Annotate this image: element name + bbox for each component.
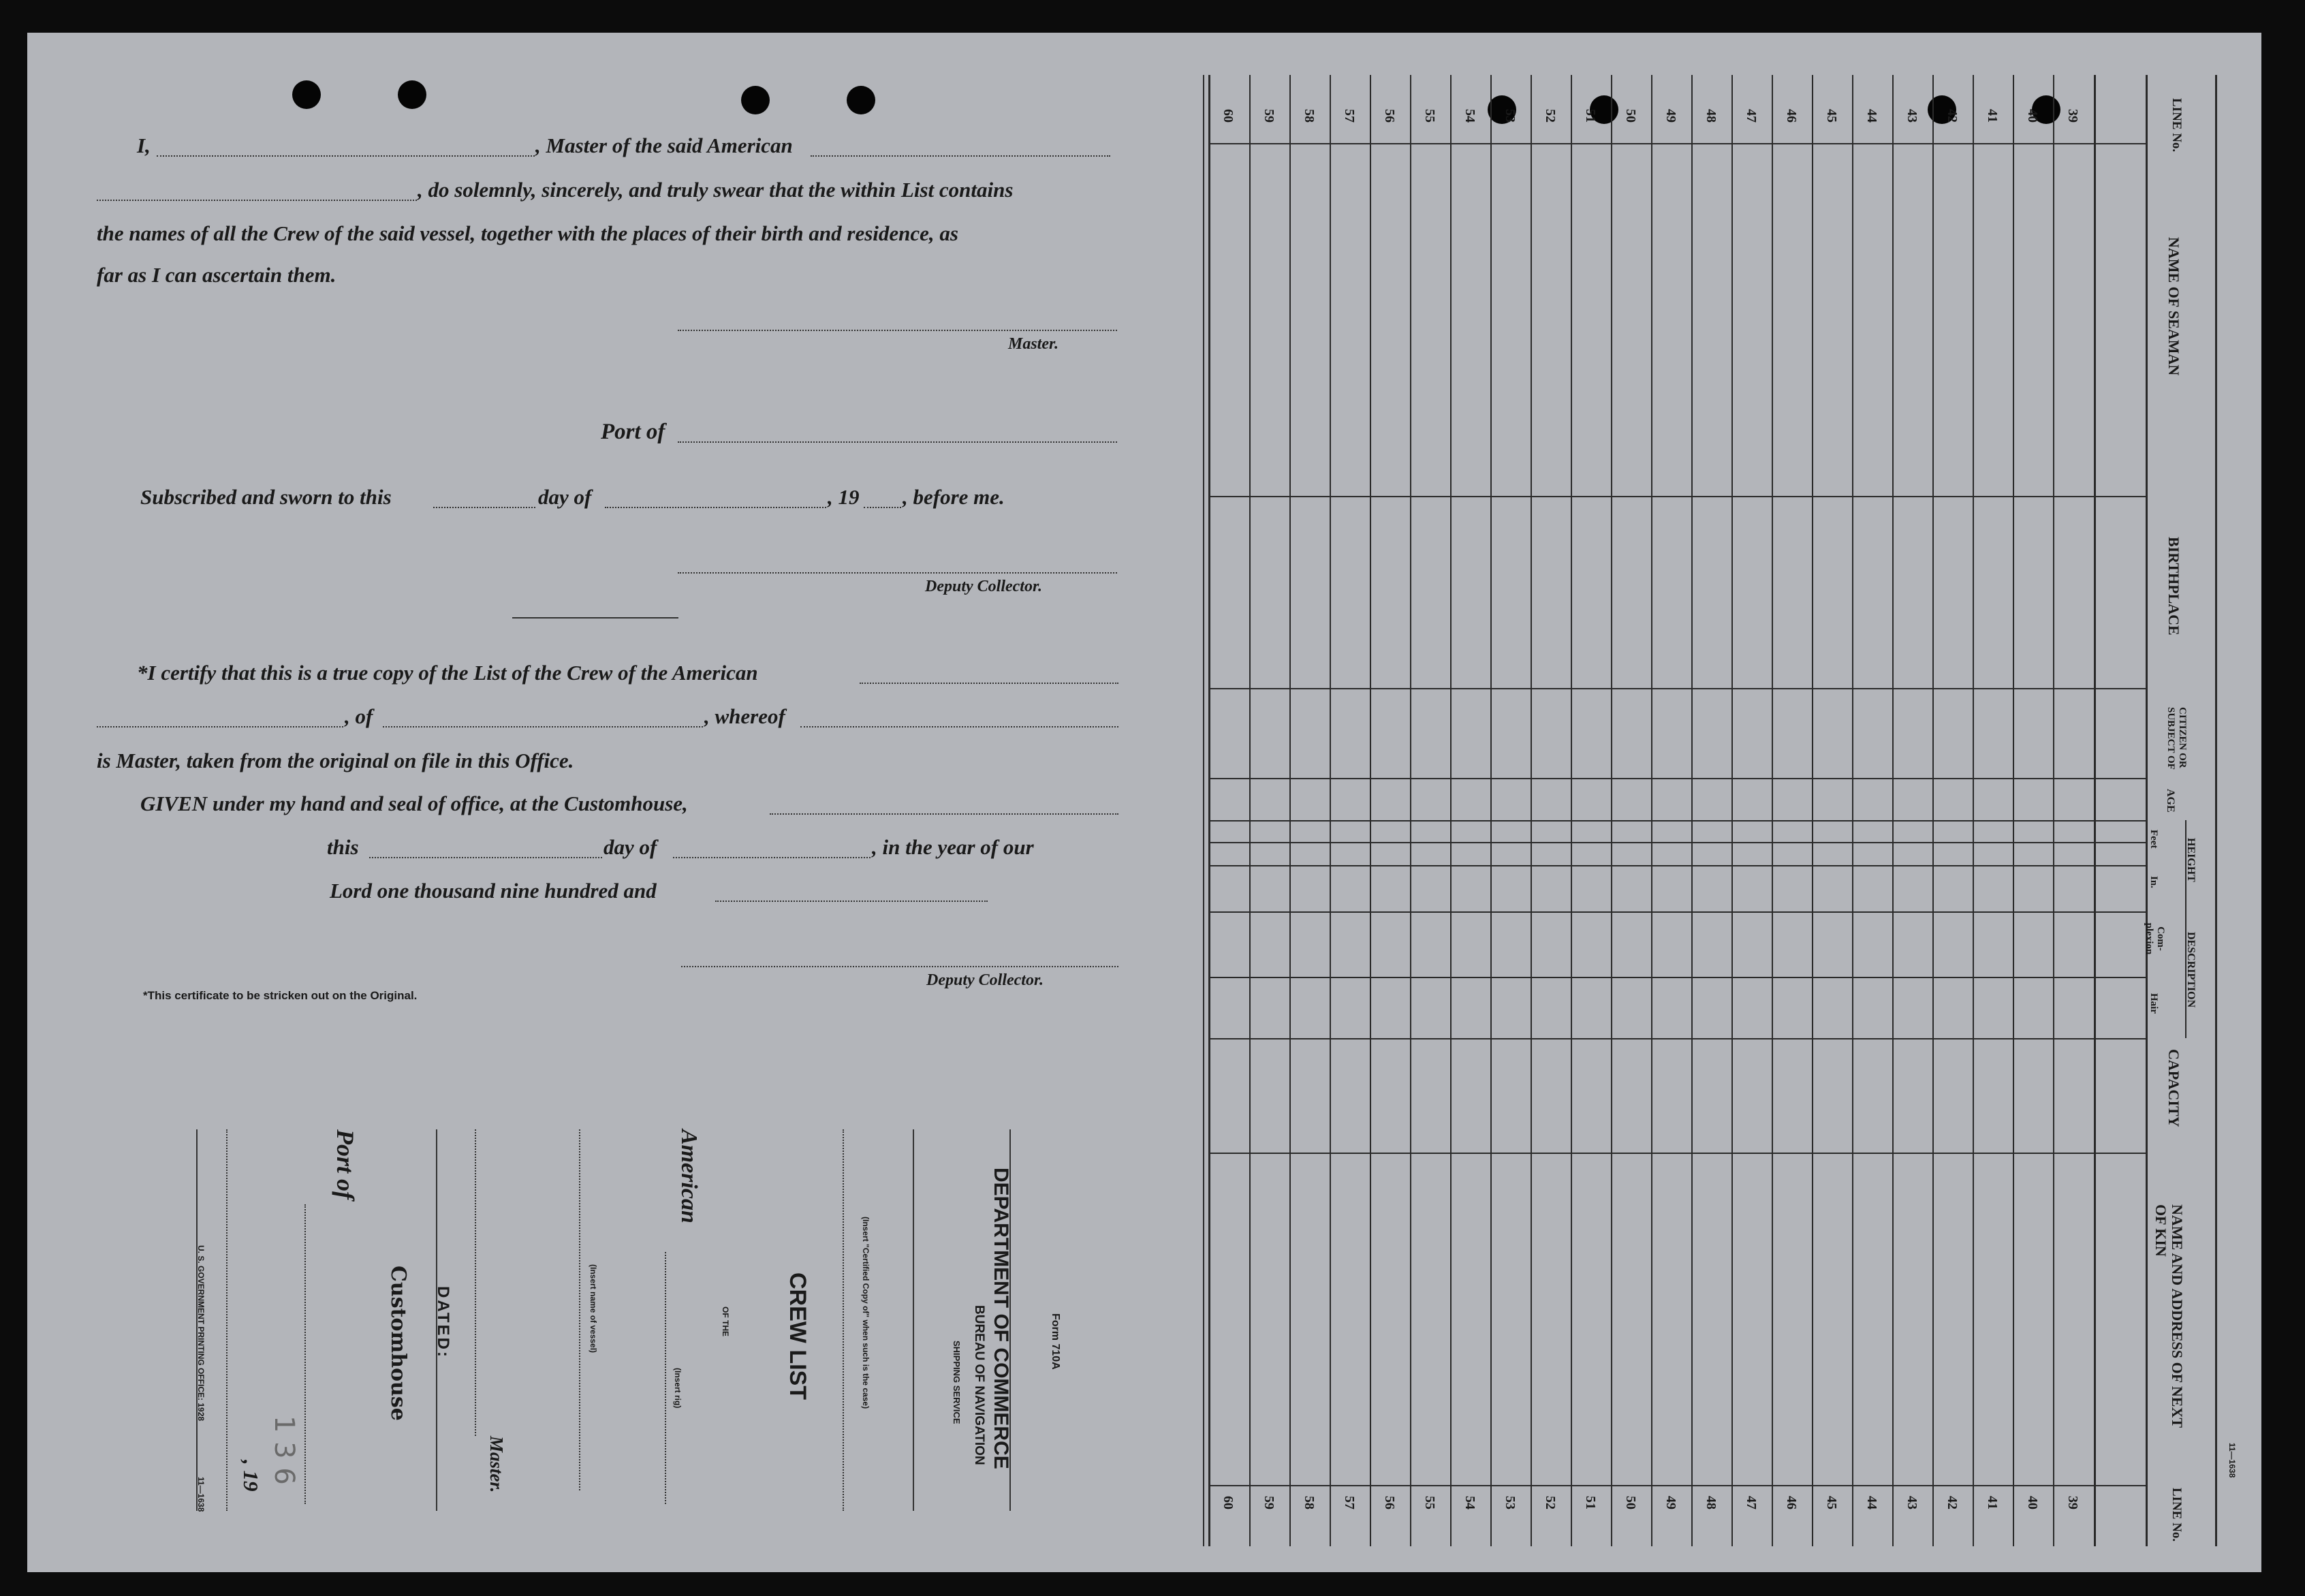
line-number: 56 <box>1382 109 1397 123</box>
line-number: 46 <box>1784 109 1799 123</box>
line-number: 39 <box>2065 1496 2080 1509</box>
port-of-label: Port of <box>601 420 665 444</box>
cover-customhouse: Customhouse <box>386 1266 410 1421</box>
table-column-rule <box>1249 75 1251 1546</box>
line-number: 41 <box>1985 1496 2000 1509</box>
table-row-rule <box>1208 911 2146 913</box>
table-code: 11—1638 <box>2227 1443 2237 1478</box>
cover-port-of: Port of <box>332 1129 359 1200</box>
line-number: 59 <box>1261 1496 1276 1509</box>
oath-i-prefix: I, <box>137 134 151 157</box>
lord-label: Lord one thousand nine hundred and <box>330 879 657 903</box>
header-line-no: LINE No. <box>2169 98 2184 153</box>
table-column-rule <box>1691 75 1693 1546</box>
table-row-rule <box>1208 143 2146 144</box>
port-field-line[interactable] <box>304 1204 306 1504</box>
line-number: 45 <box>1824 1496 1839 1509</box>
insert-rig-note: (Insert rig) <box>673 1368 683 1409</box>
department-label: DEPARTMENT OF COMMERCE <box>990 1168 1012 1469</box>
certify-of: , of <box>345 704 373 728</box>
table-column-rule <box>2053 75 2054 1546</box>
gpo-imprint: U. S. GOVERNMENT PRINTING OFFICE: 1928 <box>196 1245 206 1422</box>
table-column-rule <box>1531 75 1532 1546</box>
insert-vessel-note: (Insert name of vessel) <box>589 1264 598 1354</box>
line-number: 42 <box>1945 1496 1960 1509</box>
table-column-rule <box>2146 75 2148 1546</box>
table-column-rule <box>1410 75 1411 1546</box>
table-column-rule <box>1490 75 1492 1546</box>
is-master-label: is Master, taken from the original on file in this Office. <box>97 749 574 772</box>
certified-copy-line[interactable] <box>843 1129 844 1511</box>
deputy-collector-signature-field[interactable] <box>678 572 1117 574</box>
punch-hole <box>292 80 321 109</box>
rig-field-line[interactable] <box>665 1252 666 1504</box>
line-number: 57 <box>1342 1496 1357 1509</box>
header-capacity: CAPACITY <box>2165 1049 2182 1127</box>
table-row-rule <box>1208 842 2146 843</box>
subscribed-year-prefix: , 19 <box>828 485 860 509</box>
subscribed-day-of: day of <box>538 485 592 509</box>
table-column-rule <box>1852 75 1853 1546</box>
table-column-rule <box>1611 75 1612 1546</box>
table-row-rule <box>1208 820 2146 822</box>
of-the-label: OF THE <box>721 1306 730 1336</box>
oath-solemnly: , do solemnly, sincerely, and truly swear that the within List contains <box>418 178 1014 202</box>
table-column-rule <box>1203 75 1204 1546</box>
bureau-label: BUREAU OF NAVIGATION <box>972 1305 986 1465</box>
table-row-rule <box>1208 778 2146 779</box>
line-number: 46 <box>1784 1496 1799 1509</box>
line-number: 59 <box>1261 109 1276 123</box>
table-column-rule <box>1932 75 1934 1546</box>
line-number: 51 <box>1583 1496 1598 1509</box>
header-description: DESCRIPTION <box>2185 932 2197 1008</box>
cover-field-line[interactable] <box>226 1129 228 1511</box>
cover-year: , 19 <box>239 1460 263 1492</box>
cover-dated: DATED: <box>434 1286 452 1359</box>
certify-deputy-signature-field[interactable] <box>681 966 1118 967</box>
line-number: 44 <box>1864 1496 1879 1509</box>
line-number: 48 <box>1704 1496 1719 1509</box>
punch-hole <box>741 86 770 114</box>
line-number: 49 <box>1663 1496 1678 1509</box>
section-divider <box>512 617 678 619</box>
line-number: 55 <box>1422 1496 1437 1509</box>
master-signature-label: Master. <box>1008 335 1059 353</box>
footer-line-no: LINE No. <box>2169 1488 2184 1542</box>
line-number: 53 <box>1503 1496 1518 1509</box>
master-field-line[interactable] <box>475 1129 476 1436</box>
line-number: 52 <box>1543 109 1558 123</box>
table-row-rule <box>1208 865 2146 866</box>
table-column-rule <box>1973 75 1974 1546</box>
table-column-rule <box>1289 75 1291 1546</box>
header-complexion: Com-plexion <box>2144 922 2166 955</box>
header-age: AGE <box>2165 789 2176 813</box>
line-number: 53 <box>1503 109 1518 123</box>
cover-american: American <box>676 1129 702 1223</box>
crew-list-title: CREW LIST <box>785 1272 811 1400</box>
line-number: 43 <box>1904 109 1919 123</box>
line-number: 42 <box>1945 109 1960 123</box>
certify-vessel-field[interactable] <box>860 683 1118 684</box>
this-label: this <box>327 835 359 859</box>
table-column-rule <box>1892 75 1894 1546</box>
header-citizen-or-subject: CITIZEN OR SUBJECT OF <box>2165 707 2188 770</box>
cover-code: 11—1638 <box>196 1477 206 1512</box>
certify-day-field[interactable] <box>369 857 602 858</box>
table-column-rule <box>2215 75 2217 1546</box>
oath-master-of: , Master of the said American <box>535 134 793 157</box>
before-me-label: , before me. <box>903 485 1005 509</box>
line-number: 48 <box>1704 109 1719 123</box>
oath-names-line: the names of all the Crew of the said vessel, together with the places of their birth and residence, as <box>97 221 958 245</box>
line-number: 43 <box>1904 1496 1919 1509</box>
line-number: 39 <box>2065 109 2080 123</box>
header-inches: In. <box>2148 876 2159 888</box>
line-number: 58 <box>1302 109 1317 123</box>
line-number: 41 <box>1985 109 2000 123</box>
table-column-rule <box>1450 75 1452 1546</box>
line-number: 60 <box>1221 1496 1236 1509</box>
certify-deputy-label: Deputy Collector. <box>926 971 1044 989</box>
header-birthplace: BIRTHPLACE <box>2165 537 2182 636</box>
vessel-name-line[interactable] <box>579 1129 580 1490</box>
subscribed-month-field[interactable] <box>605 507 826 508</box>
master-name-field[interactable] <box>157 155 535 157</box>
header-next-of-kin: NAME AND ADDRESS OF NEXT OF KIN <box>2152 1204 2186 1428</box>
header-name-of-seaman: NAME OF SEAMAN <box>2165 237 2182 376</box>
subscribed-year-field[interactable] <box>864 507 901 508</box>
header-height: HEIGHT <box>2185 838 2197 882</box>
line-number: 47 <box>1744 1496 1759 1509</box>
subscribed-day-field[interactable] <box>433 507 535 508</box>
table-column-rule <box>2094 75 2096 1546</box>
line-number: 40 <box>2025 1496 2040 1509</box>
table-column-rule <box>1571 75 1572 1546</box>
line-number: 45 <box>1824 109 1839 123</box>
certify-vessel-field-2[interactable] <box>97 726 343 727</box>
header-hair: Hair <box>2148 993 2159 1014</box>
certificate-footnote: *This certificate to be stricken out on the Original. <box>143 989 418 1002</box>
certify-whereof-field[interactable] <box>800 726 1118 727</box>
line-number: 50 <box>1623 1496 1638 1509</box>
subscribed-label: Subscribed and sworn to this <box>140 485 392 509</box>
cover-master: Master. <box>486 1436 507 1493</box>
cover-rule <box>913 1129 914 1511</box>
deputy-collector-label: Deputy Collector. <box>925 578 1042 595</box>
table-column-rule <box>1812 75 1813 1546</box>
handwritten-mark: 1 3 6 <box>268 1415 300 1485</box>
line-number: 58 <box>1302 1496 1317 1509</box>
line-number: 47 <box>1744 109 1759 123</box>
certify-month-field[interactable] <box>673 857 871 858</box>
header-feet: Feet <box>2148 830 2159 849</box>
table-column-rule <box>1772 75 1773 1546</box>
port-field[interactable] <box>678 441 1117 443</box>
certify-of-field[interactable] <box>383 726 703 727</box>
vessel-name-field[interactable] <box>811 155 1110 157</box>
line-number: 57 <box>1342 109 1357 123</box>
line-number: 56 <box>1382 1496 1397 1509</box>
certify-label: *I certify that this is a true copy of the List of the Crew of the American <box>137 661 758 685</box>
line-number: 54 <box>1462 1496 1477 1509</box>
table-column-rule <box>1651 75 1652 1546</box>
punch-hole <box>398 80 426 109</box>
table-row-rule <box>1208 1038 2146 1039</box>
line-number: 50 <box>1623 109 1638 123</box>
certify-day-of: day of <box>603 835 657 859</box>
table-row-rule <box>1208 977 2146 978</box>
certified-copy-note: (Insert "Certified Copy of" when such is the case) <box>861 1217 871 1409</box>
table-column-rule <box>1330 75 1331 1546</box>
table-row-rule <box>1208 1153 2146 1154</box>
line-number: 44 <box>1864 109 1879 123</box>
line-number: 51 <box>1583 109 1598 123</box>
customhouse-field[interactable] <box>770 813 1118 815</box>
table-column-rule <box>1208 75 1210 1546</box>
table-row-rule <box>1208 1485 2146 1486</box>
oath-far-as: far as I can ascertain them. <box>97 263 336 287</box>
vessel-name-field-2[interactable] <box>97 200 417 201</box>
punch-hole <box>847 86 875 114</box>
line-number: 54 <box>1462 109 1477 123</box>
in-the-year-label: , in the year of our <box>872 835 1034 859</box>
shipping-service-label: SHIPPING SERVICE <box>952 1341 962 1424</box>
line-number: 52 <box>1543 1496 1558 1509</box>
certify-whereof: , whereof <box>704 704 785 728</box>
table-column-rule <box>2013 75 2014 1546</box>
certify-year-field[interactable] <box>715 901 988 902</box>
table-row-rule <box>1208 496 2146 497</box>
master-signature-field[interactable] <box>678 330 1117 331</box>
table-column-rule <box>1370 75 1371 1546</box>
table-column-rule <box>1731 75 1733 1546</box>
given-label: GIVEN under my hand and seal of office, at the Customhouse, <box>140 792 688 815</box>
line-number: 40 <box>2025 109 2040 123</box>
line-number: 55 <box>1422 109 1437 123</box>
form-number: Form 710A <box>1050 1313 1061 1370</box>
crew-list-form-page <box>27 33 2261 1572</box>
table-row-rule <box>1208 688 2146 689</box>
line-number: 60 <box>1221 109 1236 123</box>
line-number: 49 <box>1663 109 1678 123</box>
